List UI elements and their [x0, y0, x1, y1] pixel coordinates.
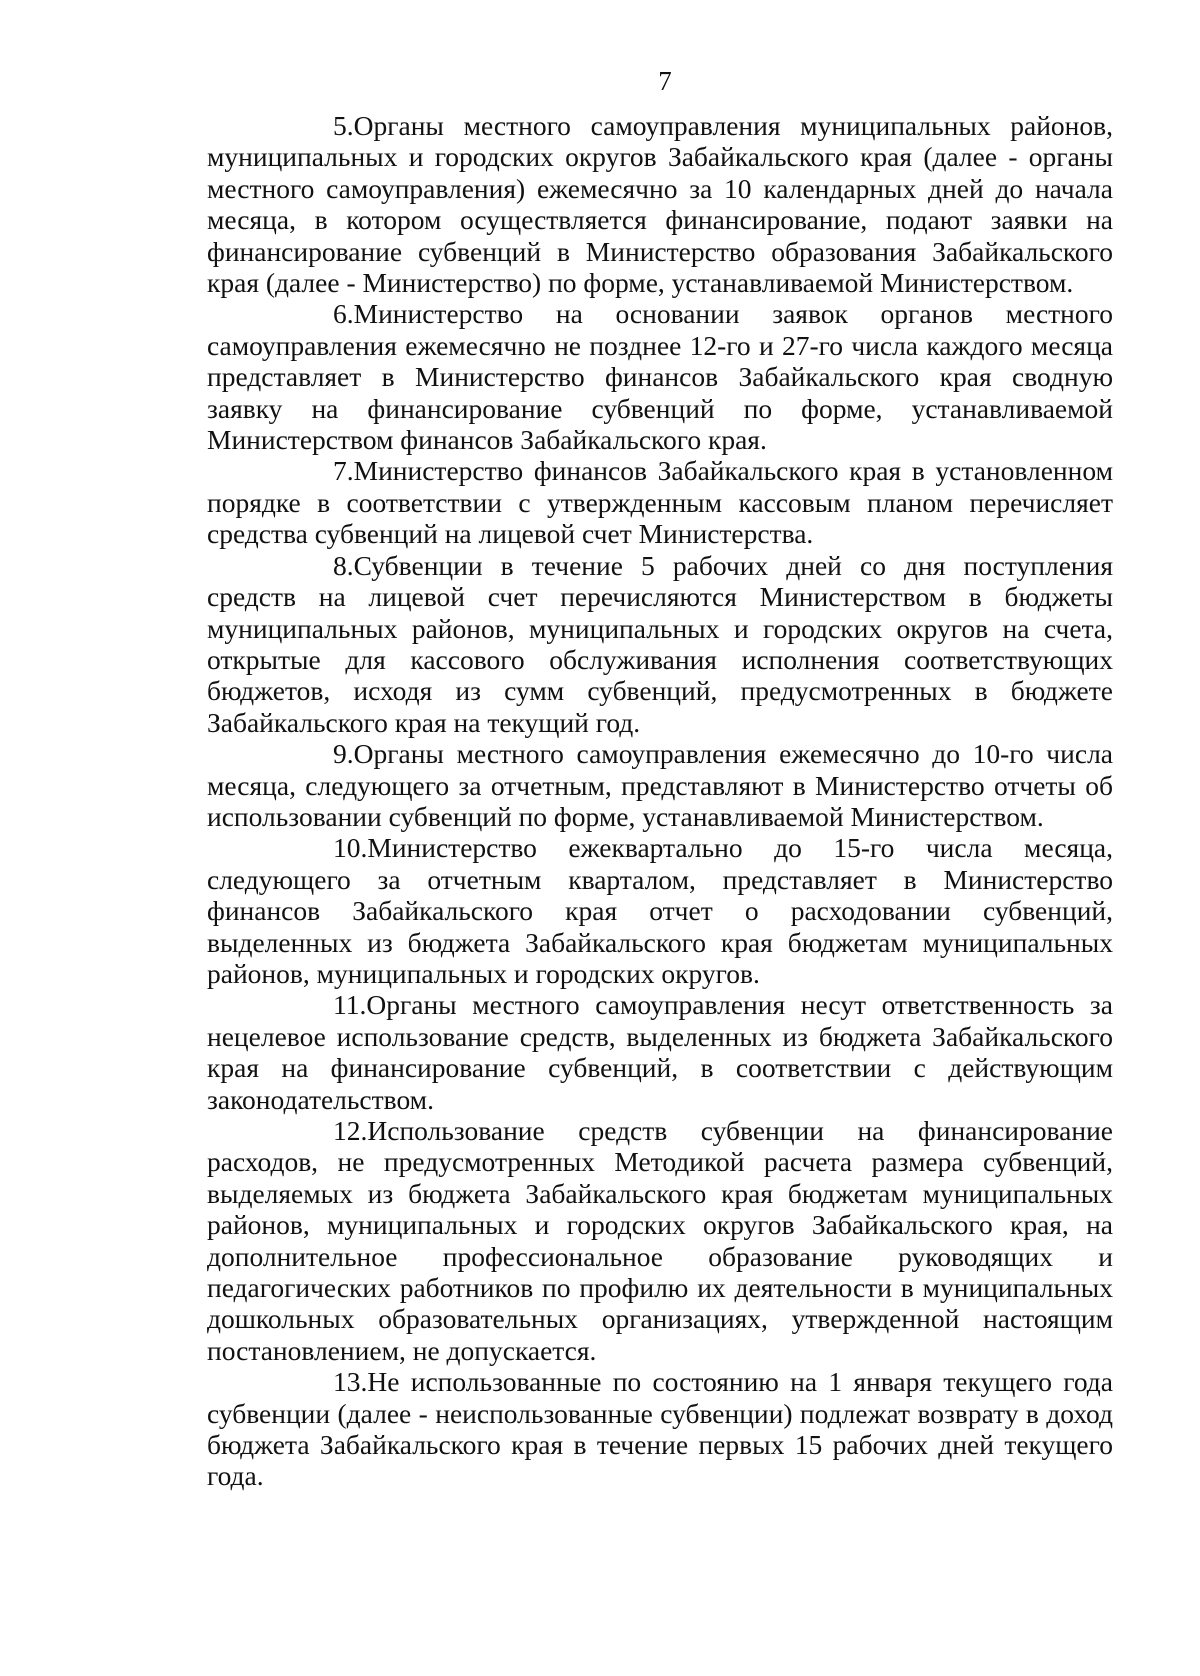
paragraph-number: 9.	[333, 738, 354, 770]
paragraph-text: Не использованные по состоянию на 1 января текущего года субвенции (далее - неиспользованные субвенции) подлежат возврату в доход бюджета Забайкальского края в течение первых 15 рабочих дней текущего года.	[207, 1366, 1113, 1492]
paragraph-text: Органы местного самоуправления несут ответственность за нецелевое использование средств, выделенных из бюджета Забайкальского края на финансирование субвенций, в соответствии с действующим законодательством.	[207, 989, 1113, 1115]
paragraph-number: 13.	[333, 1366, 368, 1398]
paragraph-6	[207, 298, 1113, 455]
paragraph-number: 8.	[333, 549, 354, 581]
paragraph-text: Министерство на основании заявок органов местного самоуправления ежемесячно не позднее 12-го и 27-го числа каждого месяца представляет в Министерство финансов Забайкальского края сводную заявку на финансирование субвенций по форме, устанавливаемой Министерством финансов Забайкальского края.	[207, 298, 1113, 456]
paragraph-text: Органы местного самоуправления муниципальных районов, муниципальных и городских округов Забайкальского края (далее - органы местного самоуправления) ежемесячно за 10 календарных дней до начала месяца, в котором осуществляется финансирование, подают заявки на финансирование субвенций в Министерство образования Забайкальского края (далее - Министерство) по форме, устанавливаемой Министерством.	[207, 110, 1113, 299]
paragraph-number: 11.	[333, 989, 367, 1021]
paragraph-number: 12.	[333, 1115, 368, 1146]
paragraph-text: Органы местного самоуправления ежемесячно до 10-го числа месяца, следующего за отчетным, представляют в Министерство отчеты об использовании субвенций по форме, устанавливаемой Министерством.	[207, 738, 1113, 832]
paragraph-text: Использование средств субвенции на финансирование расходов, не предусмотренных Методикой расчета размера субвенций, выделяемых из бюджета Забайкальского края бюджетам муниципальных районов, муниципальных и городских округов Забайкальского края, на дополнительное профессиональное образование руководящих и педагогических работников по профилю их деятельности в муниципальных дошкольных образовательных организациях, утвержденной настоящим постановлением, не допускается.	[207, 1115, 1113, 1366]
paragraph-number: 7.	[333, 455, 354, 487]
paragraph-number: 10.	[333, 832, 368, 864]
paragraph-12	[207, 1115, 1113, 1366]
paragraph-number: 6.	[333, 298, 354, 330]
paragraph-7	[207, 455, 1113, 549]
page-number: 7	[658, 66, 672, 96]
paragraph-9	[207, 738, 1113, 832]
document-body	[207, 110, 1113, 1492]
paragraph-8	[207, 550, 1113, 738]
paragraph-11	[207, 989, 1113, 1115]
paragraph-text: Субвенции в течение 5 рабочих дней со дня поступления средств на лицевой счет перечисляются Министерством в бюджеты муниципальных районов, муниципальных и городских округов на счета, открытые для кассового обслуживания исполнения соответствующих бюджетов, исходя из сумм субвенций, предусмотренных в бюджете Забайкальского края на текущий год.	[207, 549, 1113, 738]
paragraph-5	[207, 110, 1113, 298]
paragraph-10	[207, 832, 1113, 989]
paragraph-number: 5.	[333, 110, 354, 141]
paragraph-text: Министерство ежеквартально до 15-го числа месяца, следующего за отчетным кварталом, представляет в Министерство финансов Забайкальского края отчет о расходовании субвенций, выделенных из бюджета Забайкальского края бюджетам муниципальных районов, муниципальных и городских округов.	[207, 832, 1113, 989]
paragraph-text: Министерство финансов Забайкальского края в установленном порядке в соответствии с утвержденным кассовым планом перечисляет средства субвенций на лицевой счет Министерства.	[207, 455, 1113, 550]
paragraph-13	[207, 1366, 1113, 1492]
